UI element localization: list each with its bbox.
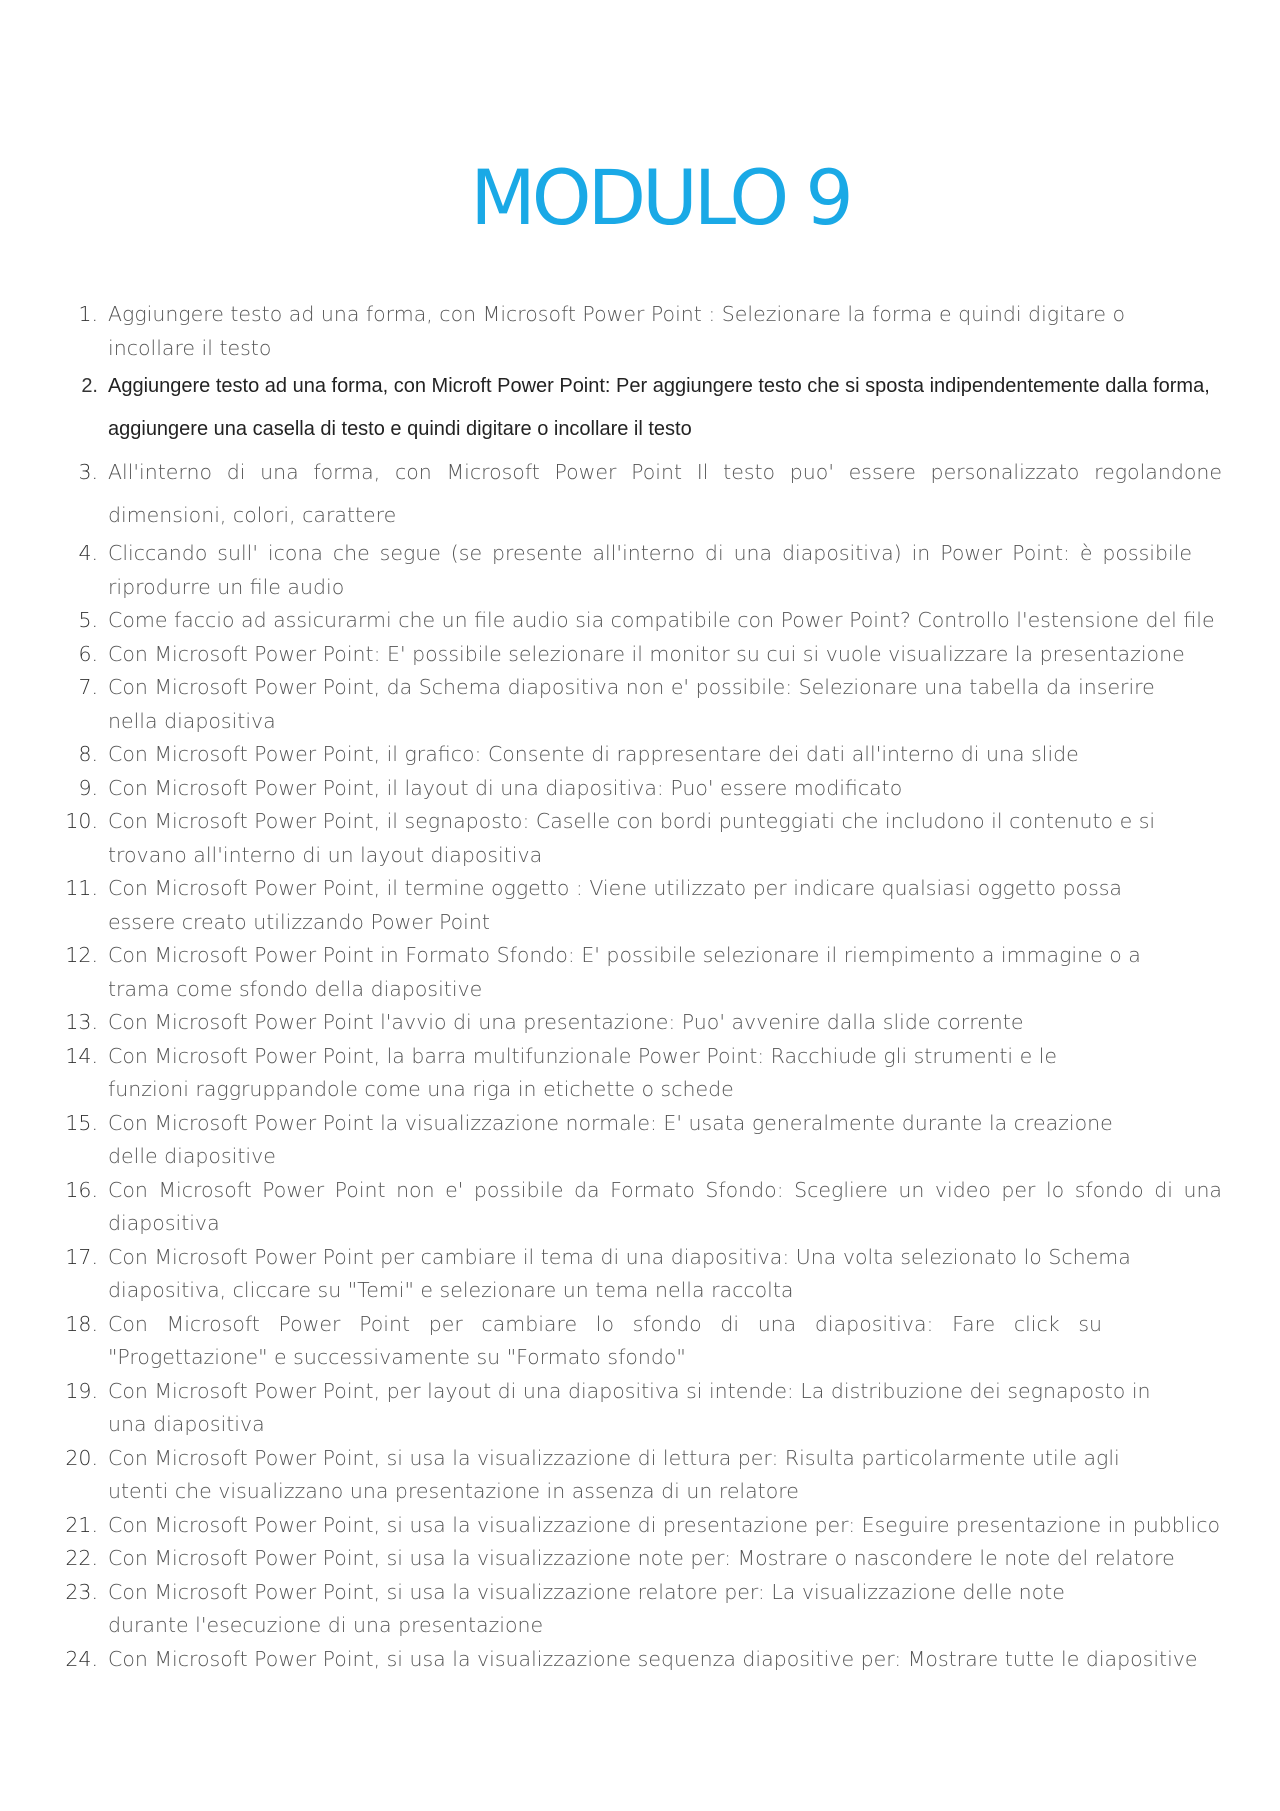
- list-item: [62, 1509, 1222, 1543]
- item-number: 15.: [65, 1110, 98, 1135]
- item-number: 13.: [65, 1010, 98, 1034]
- item-text: Con Microsoft Power Point per cambiare il tema di una diapositiva: Una volta selezionato lo Schema diapositiva, cliccare su "Temi" e selezionare un tema nella raccolta: [108, 1244, 1131, 1302]
- list-item: [62, 1442, 1182, 1509]
- item-text: Con Microsoft Power Point, si usa la visualizzazione note per: Mostrare o nascondere le note del relatore: [108, 1546, 1175, 1570]
- item-number: 10.: [65, 809, 98, 833]
- item-number: 4.: [78, 541, 98, 565]
- item-number: 22.: [65, 1546, 98, 1570]
- list-item: [62, 939, 1192, 1006]
- list-item: [62, 1241, 1192, 1308]
- list-item: [62, 451, 1222, 537]
- list-item: [62, 772, 1222, 806]
- item-text: Con Microsoft Power Point, il layout di una diapositiva: Puo' essere modificato: [108, 775, 903, 800]
- item-number: 8.: [78, 742, 98, 766]
- list-item: [62, 1308, 1102, 1375]
- item-text: Con Microsoft Power Point, il grafico: Consente di rappresentare dei dati all'interno di una slide: [108, 742, 1079, 766]
- item-number: 21.: [65, 1512, 98, 1537]
- item-text: Cliccando sull' icona che segue (se presente all'interno di una diapositiva) in Power Point: è possibile riprodurre un file audio: [108, 541, 1192, 599]
- item-text: Con Microsoft Power Point non e' possibile da Formato Sfondo: Scegliere un video per lo sfondo di una diapositiva: [108, 1177, 1222, 1235]
- list-item: [62, 671, 1162, 738]
- item-text: Come faccio ad assicurarmi che un file audio sia compatibile con Power Point? Controllo l'estensione del file: [108, 608, 1215, 632]
- page-title: MODULO 9: [470, 153, 850, 242]
- list-item: [62, 1375, 1162, 1442]
- item-text: Con Microsoft Power Point, da Schema diapositiva non e' possibile: Selezionare una tabella da inserire nella diapositiva: [108, 675, 1155, 733]
- item-number: 1.: [78, 302, 98, 326]
- question-list: [62, 298, 1222, 1676]
- item-number: 3.: [78, 460, 98, 484]
- item-text: All'interno di una forma, con Microsoft Power Point Il testo puo' essere personalizzato regolandone dimensioni, colori, carattere: [108, 460, 1222, 527]
- item-text: Con Microsoft Power Point, si usa la visualizzazione sequenza diapositive per: Mostrare tutte le diapositive: [108, 1646, 1198, 1671]
- item-text: Con Microsoft Power Point, si usa la visualizzazione di presentazione per: Eseguire presentazione in pubblico: [108, 1512, 1221, 1537]
- item-text: Con Microsoft Power Point, il segnaposto: Caselle con bordi punteggiati che includono il contenuto e si trovano all'interno di un layout diapositiva: [108, 809, 1156, 867]
- list-item: [62, 298, 1182, 365]
- item-number: 23.: [65, 1579, 98, 1604]
- item-number: 7.: [78, 675, 98, 699]
- item-number: 16.: [65, 1177, 98, 1202]
- list-item: [62, 1542, 1222, 1576]
- list-item: [62, 537, 1192, 604]
- item-text: Aggiungere testo ad una forma, con Microft Power Point: Per aggiungere testo che si sposta indipendentemente dalla forma, aggiungere una casella di testo e quindi digitare o incollare il testo: [108, 375, 1210, 440]
- list-item: [62, 1006, 1222, 1040]
- item-number: 6.: [78, 641, 98, 666]
- list-item: [62, 365, 1222, 451]
- item-text: Con Microsoft Power Point, il termine oggetto : Viene utilizzato per indicare qualsiasi oggetto possa essere creato utilizzando Power Point: [108, 876, 1122, 934]
- item-number: 24.: [65, 1646, 98, 1671]
- item-number: 2.: [81, 375, 98, 397]
- item-number: 19.: [65, 1378, 98, 1403]
- item-text: Con Microsoft Power Point l'avvio di una presentazione: Puo' avvenire dalla slide corrente: [108, 1010, 1024, 1034]
- item-number: 17.: [65, 1244, 98, 1269]
- item-text: Con Microsoft Power Point, per layout di una diapositiva si intende: La distribuzione dei segnaposto in una diapositiva: [108, 1378, 1151, 1436]
- item-number: 9.: [78, 775, 98, 800]
- item-text: Con Microsoft Power Point: E' possibile selezionare il monitor su cui si vuole visualizzare la presentazione: [108, 641, 1185, 666]
- list-item: [62, 1107, 1122, 1174]
- item-number: 20.: [65, 1445, 98, 1470]
- list-item: [62, 805, 1182, 872]
- list-item: [62, 604, 1222, 638]
- item-number: 12.: [65, 943, 98, 967]
- item-text: Con Microsoft Power Point, si usa la visualizzazione di lettura per: Risulta particolarmente utile agli utenti che visualizzano una presentazione in assenza di un relatore: [108, 1445, 1120, 1503]
- list-item: [62, 1174, 1222, 1241]
- item-number: 5.: [78, 608, 98, 632]
- item-text: Aggiungere testo ad una forma, con Microsoft Power Point : Selezionare la forma e quindi digitare o incollare il testo: [108, 302, 1126, 360]
- item-text: Con Microsoft Power Point, la barra multifunzionale Power Point: Racchiude gli strumenti e le funzioni raggruppandole come una riga in etichette o schede: [108, 1043, 1058, 1101]
- list-item: [62, 638, 1222, 672]
- item-text: Con Microsoft Power Point, si usa la visualizzazione relatore per: La visualizzazione delle note durante l'esecuzione di una presentazione: [108, 1579, 1065, 1637]
- item-text: Con Microsoft Power Point la visualizzazione normale: E' usata generalmente durante la creazione delle diapositive: [108, 1110, 1113, 1168]
- item-number: 18.: [65, 1311, 98, 1336]
- list-item: [62, 1643, 1222, 1677]
- item-number: 11.: [65, 876, 98, 900]
- list-item: [62, 1576, 1122, 1643]
- list-item: [62, 1040, 1112, 1107]
- list-item: [62, 872, 1192, 939]
- item-text: Con Microsoft Power Point in Formato Sfondo: E' possibile selezionare il riempimento a immagine o a trama come sfondo della diapositive: [108, 943, 1141, 1001]
- item-number: 14.: [65, 1043, 98, 1068]
- item-text: Con Microsoft Power Point per cambiare lo sfondo di una diapositiva: Fare click su "Progettazione" e successivamente su "Formato sfondo": [108, 1311, 1102, 1369]
- list-item: [62, 738, 1222, 772]
